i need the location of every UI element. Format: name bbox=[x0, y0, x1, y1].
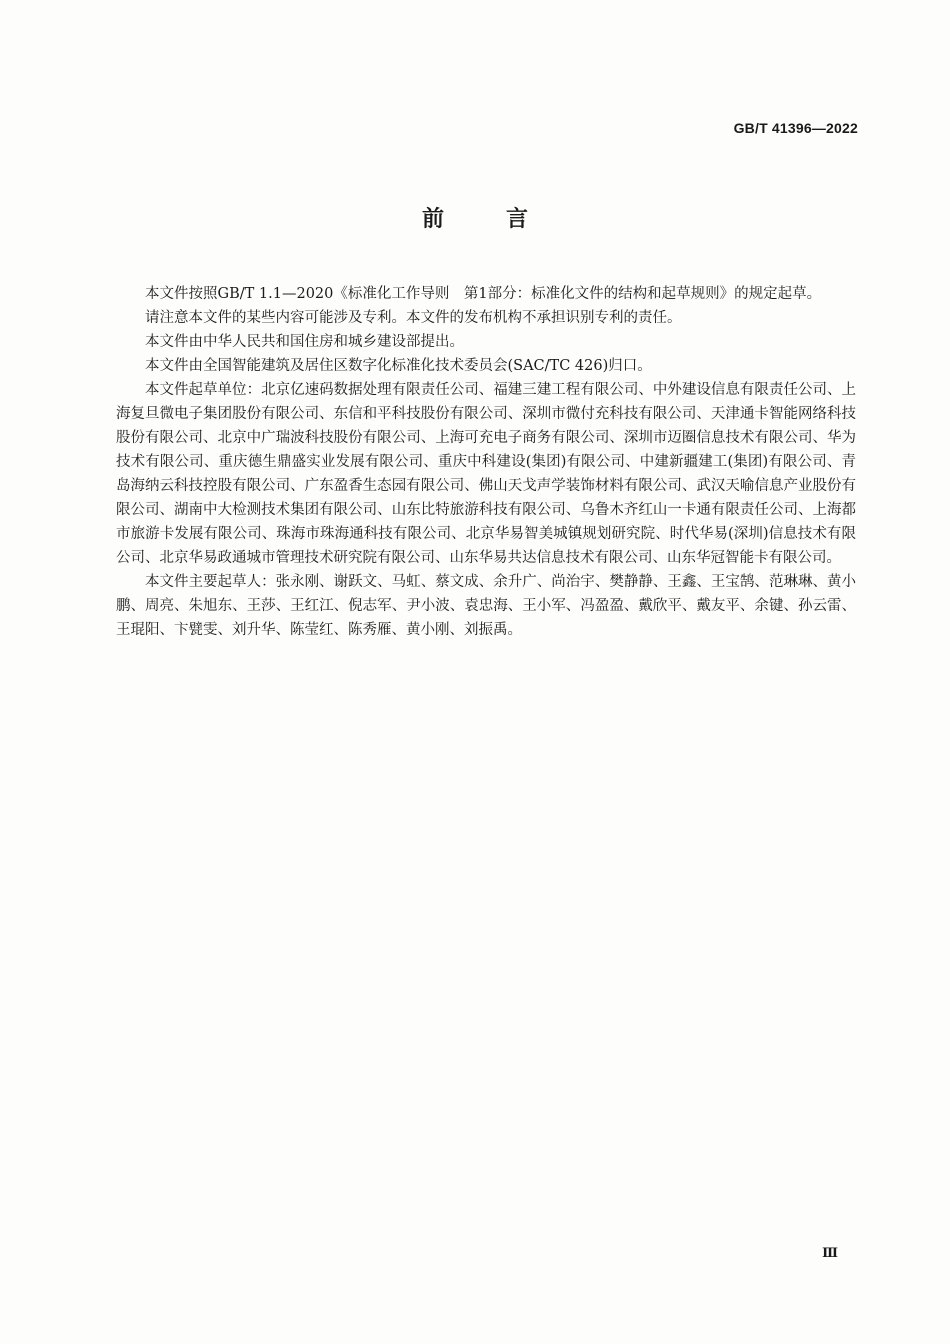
foreword-body bbox=[116, 282, 856, 642]
paragraph-patent-notice: 请注意本文件的某些内容可能涉及专利。本文件的发布机构不承担识别专利的责任。 bbox=[145, 310, 682, 326]
standard-number: GB/T 41396—2022 bbox=[733, 120, 858, 136]
page-title: 前言 bbox=[421, 207, 590, 232]
page-number: Ⅲ bbox=[822, 1246, 838, 1261]
paragraph-drafting-rules: 本文件按照GB/T 1.1—2020《标准化工作导则 第1部分：标准化文件的结构和起草规则》的规定起草。 bbox=[145, 286, 822, 302]
paragraph-main-drafters: 本文件主要起草人：张永刚、谢跃文、马虹、蔡文成、余升广、尚治宇、樊静静、王鑫、王宝鹄、范琳琳、黄小鹏、周亮、朱旭东、王莎、王红江、倪志军、尹小波、袁忠海、王小军、冯盈盈、戴欣平、戴友平、余键、孙云雷、王琨阳、卞甓雯、刘升华、陈莹红、陈秀雁、黄小刚、刘振禹。 bbox=[116, 574, 856, 638]
paragraph-proposer: 本文件由中华人民共和国住房和城乡建设部提出。 bbox=[145, 334, 464, 350]
paragraph-technical-committee: 本文件由全国智能建筑及居住区数字化标准化技术委员会(SAC/TC 426)归口。 bbox=[145, 358, 652, 374]
paragraph-drafting-organizations: 本文件起草单位：北京亿速码数据处理有限责任公司、福建三建工程有限公司、中外建设信息有限责任公司、上海复旦微电子集团股份有限公司、东信和平科技股份有限公司、深圳市微付充科技有限公司、天津通卡智能网络科技股份有限公司、北京中广瑞波科技股份有限公司、上海可充电子商务有限公司、深圳市迈圈信息技术有限公司、华为技术有限公司、重庆德生鼎盛实业发展有限公司、重庆中科建设(集团)有限公司、中建新疆建工(集团)有限公司、青岛海纳云科技控股有限公司、广东盈香生态园有限公司、佛山天戈声学装饰材料有限公司、武汉天喻信息产业股份有限公司、湖南中大检测技术集团有限公司、山东比特旅游科技有限公司、乌鲁木齐红山一卡通有限责任公司、上海都市旅游卡发展有限公司、珠海市珠海通科技有限公司、北京华易智美城镇规划研究院、时代华易(深圳)信息技术有限公司、北京华易政通城市管理技术研究院有限公司、山东华易共达信息技术有限公司、山东华冠智能卡有限公司。 bbox=[116, 382, 856, 566]
